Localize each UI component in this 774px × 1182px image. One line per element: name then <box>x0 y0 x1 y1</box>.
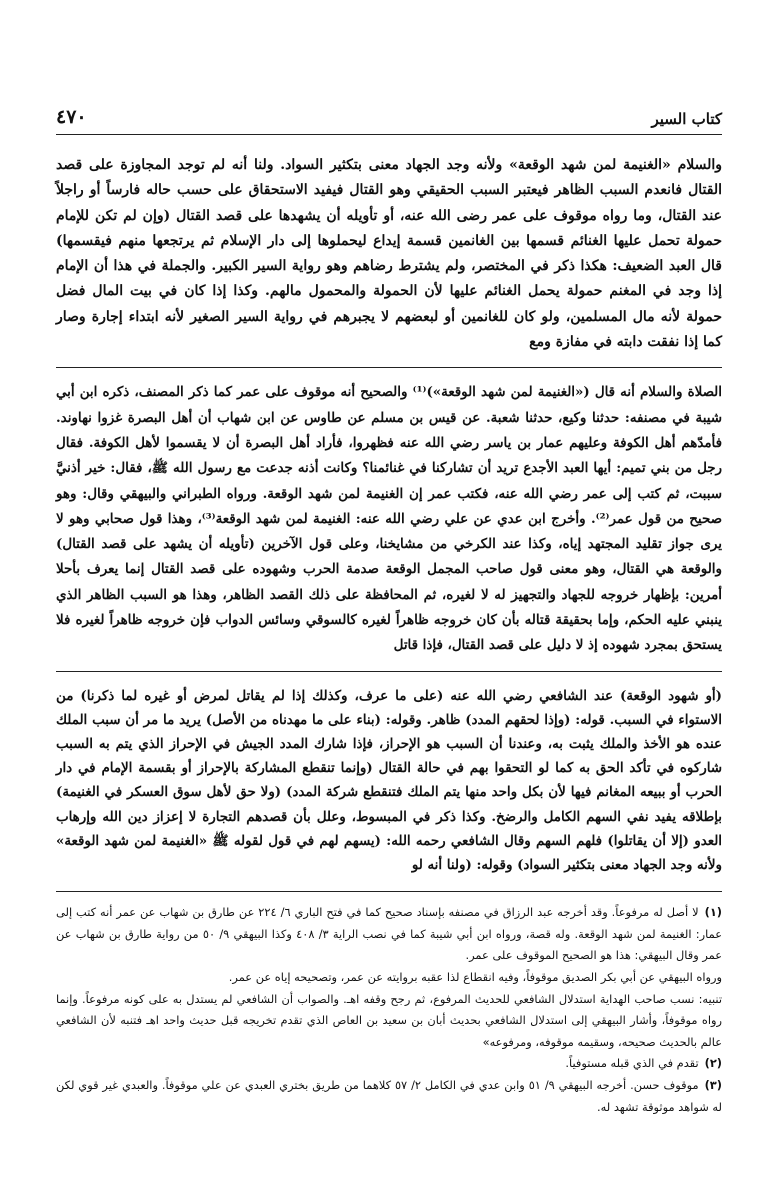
footnote-text: موقوف حسن. أخرجه البيهقي ٩/ ٥١ وابن عدي في الكامل ٢/ ٥٧ كلاهما من طريق بختري العبدي عن علي موقوفاً. والعبدي غير قوي لكن له شواهد موثوقة تشهد له. <box>56 1078 722 1114</box>
footnote <box>56 1053 722 1075</box>
footnote-number: (٣) <box>704 1078 722 1093</box>
footnote-text: ورواه البيهقي عن أبي بكر الصديق موقوفاً، وفيه انقطاع لذا عقبه بروايته عن عمر، وتصحيحه إياه عن عمر. <box>228 970 722 985</box>
footnote <box>56 967 722 989</box>
footnote-divider <box>56 891 722 892</box>
footnote-number: (٢) <box>704 1056 722 1071</box>
page-number: ٤٧٠ <box>56 106 87 128</box>
footnote <box>56 1075 722 1118</box>
main-text: والسلام «الغنيمة لمن شهد الوقعة» ولأنه وجد الجهاد معنى بتكثير السواد. ولنا أنه لم توجد المجاوزة على قصد القتال فانعدم السبب الظاهر فيعتبر السبب الحقيقي وهو القتال فيفيد الاستحقاق على حسب حاله فارساً أو راجلاً عند القتال، وما رواه موقوف على عمر رضى الله عنه، أو تأويله أن يشهدها على قصد القتال (وإن لم تكن للإمام حمولة تحمل عليها الغنائم قسمها بين الغانمين قسمة إيداع ليحملوها إلى دار الإسلام ثم يرتجعها منهم فيقسمها) قال العبد الضعيف: هكذا ذكر في المختصر، ولم يشترط رضاهم وهو رواية السير الكبير. والجملة في هذا أن الإمام إذا وجد في المغنم حمولة يحمل الغنائم عليها لأن الحمولة والمحمول مالهم. وكذا إذا كان في بيت المال فضل حمولة لأنه مال المسلمين، ولو كان للغانمين أو لبعضهم لا يجبرهم في رواية السير الصغير لأنه ابتداء إجارة وصار كما إذا نفقت دابته في مفازة ومع <box>56 157 722 351</box>
main-text-block <box>56 153 722 355</box>
commentary-block-2 <box>56 684 722 878</box>
footnote-number: (١) <box>704 905 722 920</box>
footnote <box>56 989 722 1054</box>
footnote-text: لا أصل له مرفوعاً. وقد أخرجه عبد الرزاق في مصنفه بإسناد صحيح كما في فتح الباري ٦/ ٢٢٤ عن طارق بن شهاب عن عمر أنه كتب إلى عمار: الغنيمة لمن شهد الوقعة. وله قصة، ورواه ابن أبي شيبة كما في نصب الراية ٣/ ٤٠٨ وكذا البيهقي ٩/ ٥٠ من رواية طارق بن شهاب عن عمر وقال البيهقي: هذا هو الصحيح الموقوف على عمر. <box>56 905 722 963</box>
footnote <box>56 902 722 967</box>
commentary-block-1 <box>56 380 722 658</box>
section-divider <box>56 671 722 672</box>
commentary-text-1: الصلاة والسلام أنه قال («الغنيمة لمن شهد الوقعة»)⁽¹⁾ والصحيح أنه موقوف على عمر كما ذكر المصنف، ذكره ابن أبي شيبة في مصنفه: حدثنا وكيع، حدثنا شعبة. عن قيس بن مسلم عن طاوس عن ابن شهاب أن أهل البصرة غزوا نهاوند. فأمدّهم أهل الكوفة وعليهم عمار بن ياسر رضي الله عنه فظهروا، فأراد أهل البصرة أن لا يقسموا لأهل الكوفة. فقال رجل من بني تميم: أيها العبد الأجدع تريد أن تشاركنا في غنائمنا؟ وكانت أذنه جدعت مع رسول الله ﷺ، فقال: خير أذنيَّ سببت، ثم كتب إلى عمر رضي الله عنه، فكتب عمر إن الغنيمة لمن شهد الوقعة. ورواه الطبراني والبيهقي وقال: وهو صحيح من قول عمر⁽²⁾. وأخرج ابن عدي عن علي رضي الله عنه: الغنيمة لمن شهد الوقعة⁽³⁾، وهذا قول صحابي وهو لا يرى جواز تقليد المجتهد إياه، وكذا عند الكرخي من مشايخنا، وعلى قول الآخرين (تأويله أن يشهد على قصد القتال) والوقعة هي القتال، وهو معنى قول صاحب المجمل الوقعة صدمة الحرب وشهوده على قصد القتال إنما يعرف بأحلا أمرين: بإظهار خروجه للجهاد والتجهيز له لا لغيره، ثم المحافظة على ذلك القصد الظاهر، وهذا هو السبب الظاهر الذي ينبني عليه الحكم، وإما بحقيقة قتاله بأن كان خروجه ظاهراً لغيره كالسوقي وسائس الدواب فإن خروجه ظاهراً لغيره فلا يستحق بمجرد شهوده إذ لا دليل على قصد القتال، فإذا قاتل <box>56 384 722 654</box>
footnote-text: تقدم في الذي قبله مستوفياً. <box>565 1056 699 1071</box>
page-header <box>56 106 722 135</box>
footnote-text: تنبيه: نسب صاحب الهداية استدلال الشافعي للحديث المرفوع، ثم رجح وقفه اهـ. والصواب أن الشافعي لم يستدل به على كونه مرفوعاً. وإنما رواه موقوفاً، وأشار البيهقي إلى استدلال الشافعي بحديث أبان بن سعيد بن العاص الذي تقدم تخريجه قبل حديث واحد اهـ فتنبه لأن الشافعي عالم بالحديث صحيحه، وسقيمه موقوفه، ومرفوعه» <box>56 991 722 1049</box>
commentary-text-2: (أو شهود الوقعة) عند الشافعي رضي الله عنه (على ما عرف، وكذلك إذا لم يقاتل لمرض أو غيره لما ذكرنا) من الاستواء في السبب. قوله: (وإذا لحقهم المدد) ظاهر. وقوله: (بناء على ما مهدناه من الأصل) يريد ما مر أن سبب الملك عنده هو الأخذ والملك يثبت به، وعندنا أن السبب هو الإحراز، فإذا شارك المدد الجيش في الإحراز الذي يتم به السبب شاركوه في تأكد الحق به كما لو التحقوا بهم في حالة القتال (وإنما تنقطع المشاركة بالإحراز أو بقسمة الإمام في دار الحرب أو ببيعه المغانم فيها لأن بكل واحد منها يتم الملك فتنقطع شركة المدد) (ولا حق لأهل سوق العسكر في الغنيمة) بإطلاقه يفيد نفي السهم الكامل والرضخ. وكذا ذكر في المبسوط، وعلل بأن قصدهم التجارة لا إعزاز دين الله وإرهاب العدو (إلا أن يقاتلوا) فلهم السهم وقال الشافعي رحمه الله: (يسهم لهم في قول لقوله ﷺ «الغنيمة لمن شهد الوقعة» ولأنه وجد الجهاد معنى بتكثير السواد) وقوله: (ولنا أنه لو <box>56 687 723 874</box>
book-page <box>56 106 722 1118</box>
section-divider <box>56 367 722 368</box>
chapter-title: كتاب السير <box>651 110 722 128</box>
footnotes <box>56 902 722 1118</box>
